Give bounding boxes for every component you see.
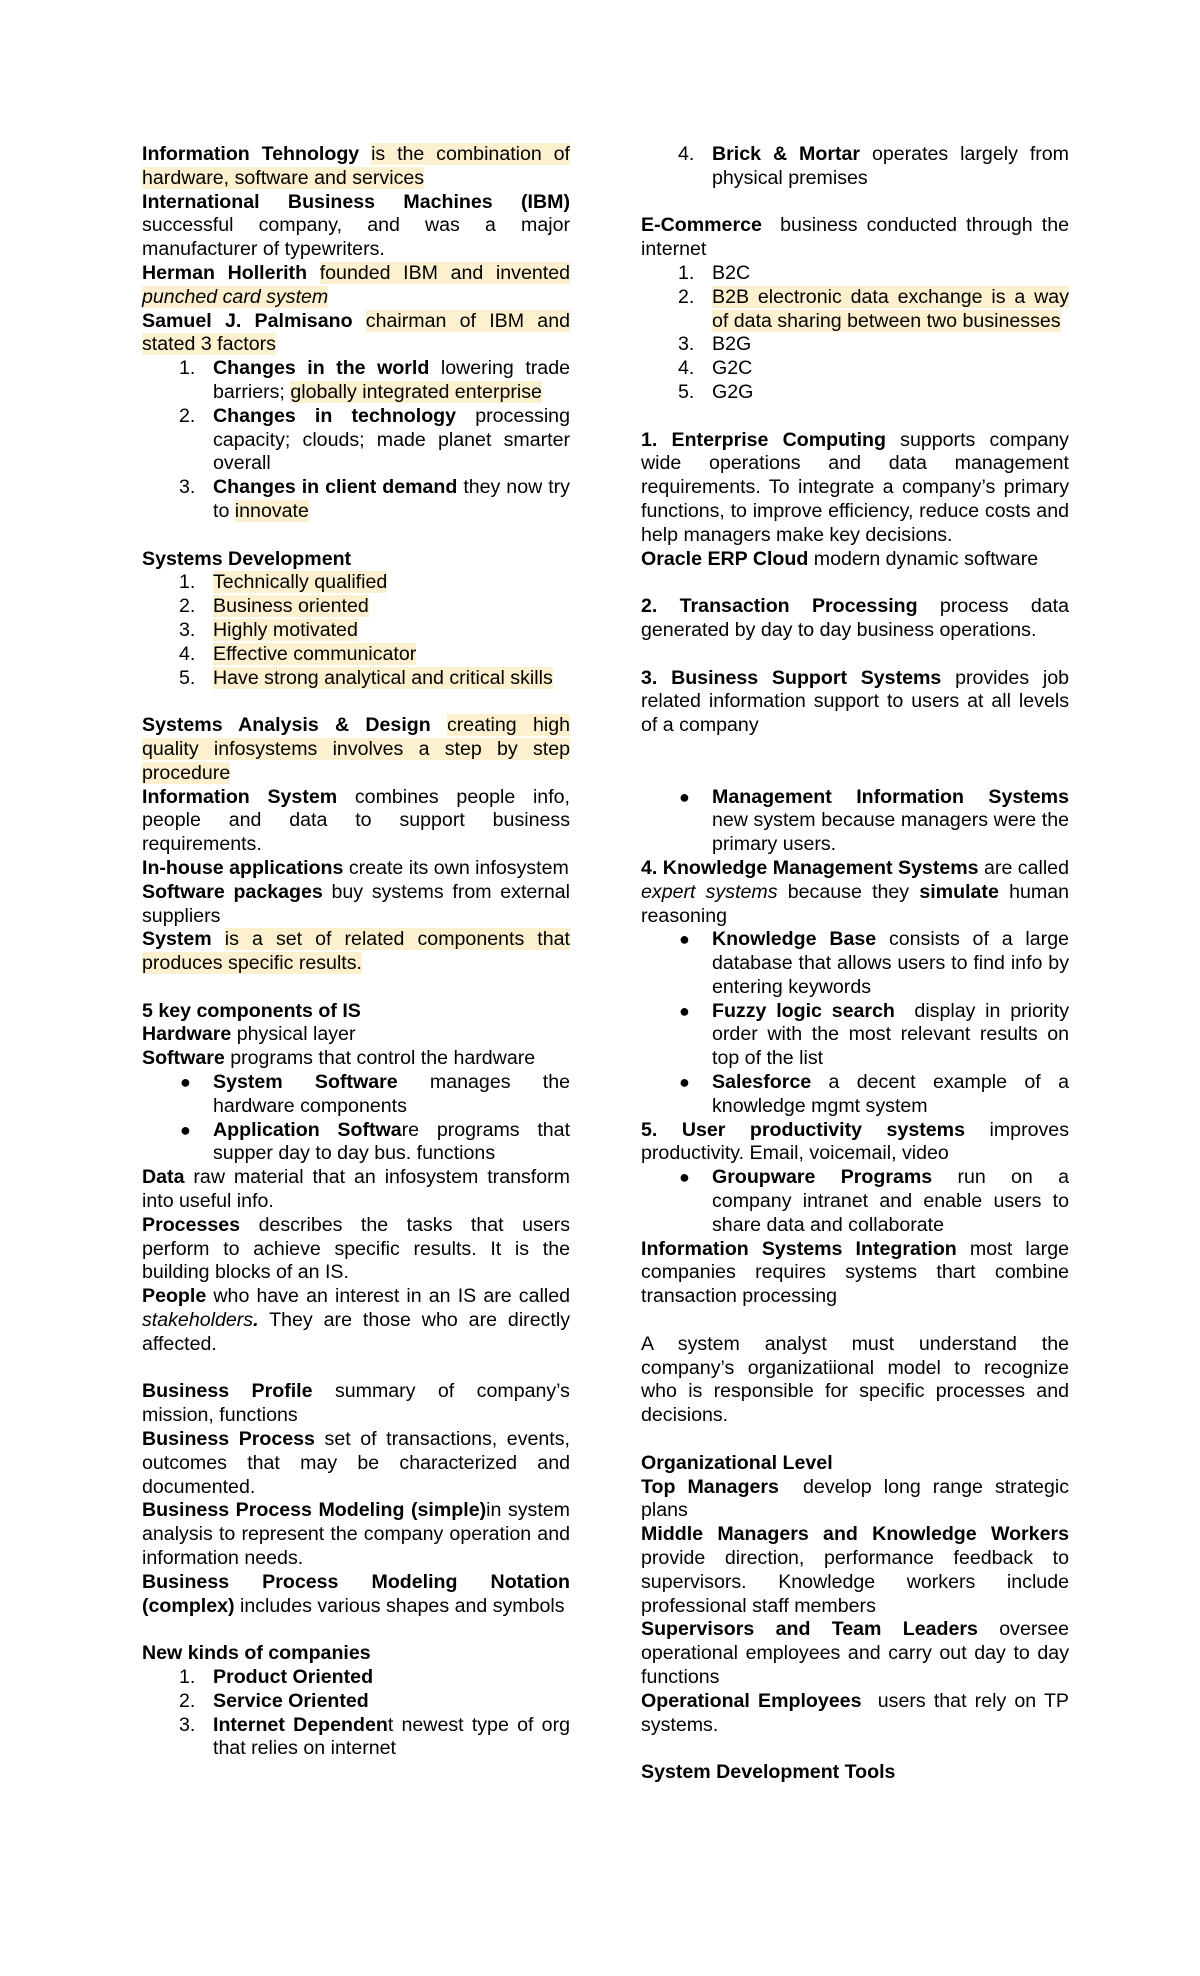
bullet-icon: ● xyxy=(679,1000,690,1021)
top-managers-definition: Top Managers develop long range strategic plans xyxy=(641,1475,1069,1522)
swpkg-definition: Software packages buy systems from external suppliers xyxy=(142,880,570,927)
list-item: 3. Highly motivated xyxy=(179,618,358,641)
list-item: 4. Brick & Mortar operates largely from physical premises xyxy=(678,143,1070,189)
list-item: ● Fuzzy logic search display in priority order with the most relevant results on top of the list xyxy=(679,999,1069,1070)
list-item: 3. Internet Dependent newest type of org that relies on internet xyxy=(179,1713,570,1760)
list-item: ● System Software manages the hardware components xyxy=(180,1071,570,1117)
bullet-icon: ● xyxy=(679,786,690,807)
list-item: 3. B2G xyxy=(678,333,752,356)
list-item: ● Application Software programs that supper day to day bus. functions xyxy=(180,1118,571,1165)
sad-definition: Systems Analysis & Design creating high quality infosystems involves a step by step procedure xyxy=(142,714,570,784)
list-item: 3. Changes in client demand they now try to innovate xyxy=(179,476,570,522)
it-term: Information Tehnology xyxy=(142,143,360,165)
list-item: 1. B2C xyxy=(678,261,751,284)
processes-definition: Processes describes the tasks that users perform to achieve specific results. It is the building blocks of an IS. xyxy=(142,1213,570,1284)
list-item: ● Salesforce a decent example of a knowledge mgmt system xyxy=(679,1071,1069,1117)
bprofile-definition: Business Profile summary of company’s mission, functions xyxy=(142,1380,570,1427)
business-support-definition: 3. Business Support Systems provides job related information support to users at all levels of a company xyxy=(641,666,1069,737)
bprocess-definition: Business Process set of transactions, events, outcomes that may be characterized and documented. xyxy=(142,1428,570,1498)
hollerith-definition xyxy=(142,262,570,310)
bullet-icon: ● xyxy=(180,1072,191,1093)
list-item: 2. Service Oriented xyxy=(179,1689,369,1712)
ibm-term: International Business Machines (IBM) xyxy=(142,190,570,213)
groupware-list xyxy=(641,1166,1069,1237)
kms-list xyxy=(641,928,1069,1118)
list-item: ● Management Information Systems new system because managers were the primary users. xyxy=(679,785,1069,856)
bullet-icon: ● xyxy=(180,1119,191,1140)
it-def: is the combination of hardware, software and services xyxy=(142,143,570,189)
list-item: 1. Changes in the world lowering trade barriers; globally integrated enterprise xyxy=(179,357,570,403)
list-item: 1. Technically qualified xyxy=(179,571,388,594)
mis-list xyxy=(641,786,1069,857)
hollerith-term: Herman Hollerith xyxy=(142,261,308,284)
org-level-heading: Organizational Level xyxy=(641,1451,833,1474)
palmisano-term: Samuel J. Palmisano xyxy=(142,309,353,332)
ecommerce-list xyxy=(641,262,1069,405)
enterprise-computing-definition: 1. Enterprise Computing supports company wide operations and data management requirements. To integrate a company’s primary functions, to improve efficiency, reduce costs and help managers make key decisions. xyxy=(641,428,1069,546)
data-definition: Data raw material that an infosystem transform into useful info. xyxy=(142,1166,570,1213)
list-item: 5. G2G xyxy=(678,380,754,403)
bullet-icon: ● xyxy=(679,929,690,950)
list-item: 2. Business oriented xyxy=(179,595,369,618)
analyst-paragraph: A system analyst must understand the company’s organizatiional model to recognize who is responsible for specific processes and decisions. xyxy=(641,1332,1069,1427)
hollerith-def-italic: punched card system xyxy=(142,285,329,308)
isi-definition: Information Systems Integration most large companies requires systems thart combine transaction processing xyxy=(641,1237,1069,1308)
middle-managers-definition: Middle Managers and Knowledge Workers provide direction, performance feedback to supervisors. Knowledge workers include professional staff members xyxy=(641,1523,1069,1617)
newkinds-list xyxy=(142,1666,570,1761)
hardware-definition: Hardware physical layer xyxy=(142,1023,356,1046)
ibm-def: successful company, and was a major manufacturer of typewriters. xyxy=(142,214,570,261)
bpm-definition: Business Process Modeling (simple)in system analysis to represent the company operation and information needs. xyxy=(142,1499,570,1570)
left-column xyxy=(142,143,570,1761)
it-definition xyxy=(142,143,570,191)
bullet-icon: ● xyxy=(679,1167,690,1188)
list-item: 4. G2C xyxy=(678,357,753,380)
hollerith-def: founded IBM and invented xyxy=(319,261,571,284)
people-definition: People who have an interest in an IS are called stakeholders. They are those who are directly affected. xyxy=(142,1285,570,1355)
tools-heading: System Development Tools xyxy=(641,1761,896,1784)
palmisano-definition xyxy=(142,310,570,358)
list-item: 2. B2B electronic data exchange is a way of data sharing between two businesses xyxy=(678,285,1069,332)
five-components-heading: 5 key components of IS xyxy=(142,999,361,1022)
bpmn-definition: Business Process Modeling Notation (complex) includes various shapes and symbols xyxy=(142,1570,570,1617)
sysdev-list xyxy=(142,571,570,690)
operational-employees-definition: Operational Employees users that rely on TP systems. xyxy=(641,1689,1070,1736)
newkinds-heading: New kinds of companies xyxy=(142,1642,371,1665)
list-item: 5. Have strong analytical and critical skills xyxy=(179,666,553,689)
list-item: ● Groupware Programs run on a company intranet and enable users to share data and collaborate xyxy=(679,1166,1069,1236)
palmisano-def: chairman of IBM and stated 3 factors xyxy=(142,309,570,356)
factors-list xyxy=(142,357,570,524)
kms-definition: 4. Knowledge Management Systems are called expert systems because they simulate human reasoning xyxy=(641,856,1069,927)
list-item: 2. Changes in technology processing capacity; clouds; made planet smarter overall xyxy=(179,404,570,475)
supervisors-definition: Supervisors and Team Leaders oversee operational employees and carry out day to day functions xyxy=(641,1618,1069,1688)
brick-list xyxy=(641,143,1069,191)
is-definition: Information System combines people info, people and data to support business requirements. xyxy=(142,785,570,856)
list-item: 1. Product Oriented xyxy=(179,1666,374,1688)
list-item: ● Knowledge Base consists of a large database that allows users to find info by entering keywords xyxy=(679,928,1069,998)
transaction-processing-definition: 2. Transaction Processing process data generated by day to day business operations. xyxy=(641,595,1069,641)
software-list xyxy=(142,1071,570,1166)
user-productivity-definition: 5. User productivity systems improves productivity. Email, voicemail, video xyxy=(641,1118,1069,1165)
inhouse-definition: In-house applications create its own infosystem xyxy=(142,856,569,879)
system-definition: System is a set of related components that produces specific results. xyxy=(142,928,570,975)
sysdev-heading: Systems Development xyxy=(142,547,352,570)
list-item: 4. Effective communicator xyxy=(179,642,417,665)
software-definition: Software programs that control the hardware xyxy=(142,1047,536,1070)
oracle-definition: Oracle ERP Cloud modern dynamic software xyxy=(641,547,1039,570)
right-column xyxy=(641,143,1069,1785)
ibm-definition xyxy=(142,191,570,262)
bullet-icon: ● xyxy=(679,1072,690,1093)
ecommerce-definition: E-Commerce business conducted through the internet xyxy=(641,214,1070,261)
